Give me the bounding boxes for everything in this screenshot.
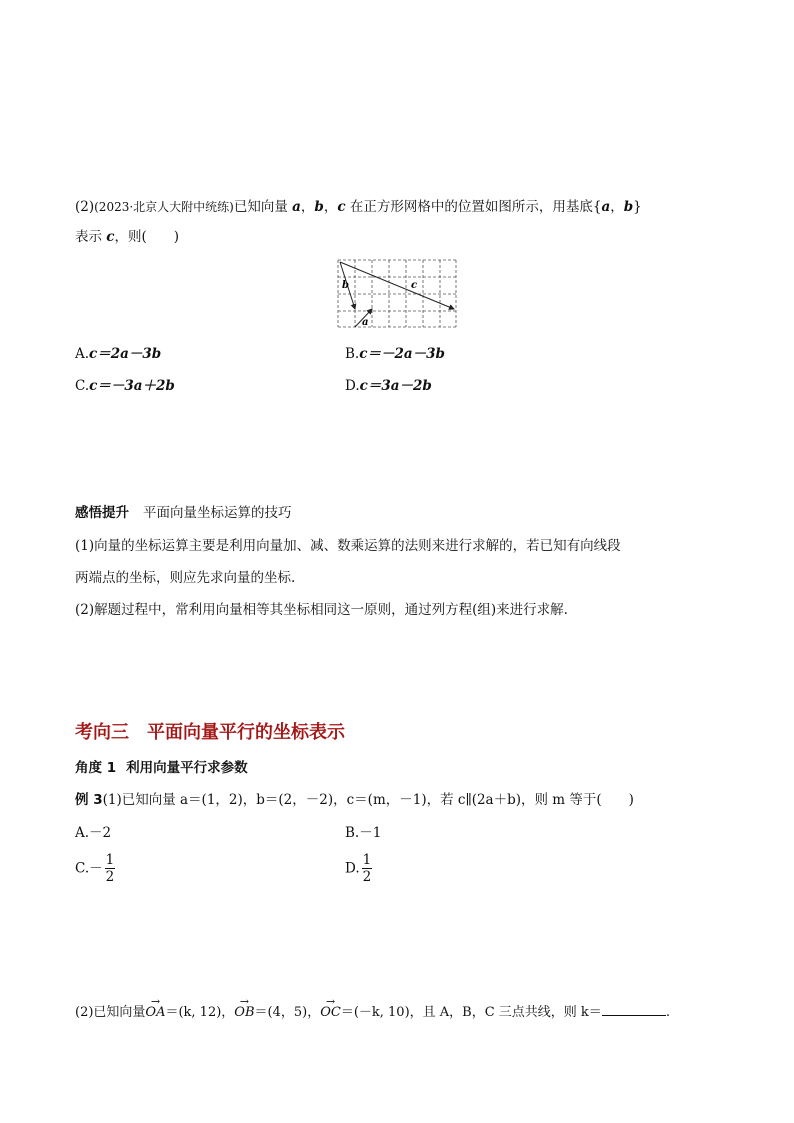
- denominator: 2: [105, 869, 115, 885]
- option-label: A.: [75, 346, 90, 362]
- vector-oc: → OC: [320, 1004, 341, 1022]
- grid-vector-figure: [337, 259, 459, 331]
- sep: ，: [323, 199, 338, 215]
- option-label: D.: [345, 378, 360, 394]
- label-c: c: [411, 280, 418, 291]
- numerator: 1: [105, 852, 115, 868]
- vector-ob: → OB: [234, 1004, 254, 1022]
- brace: }: [633, 199, 642, 215]
- ex3-q2-line: [75, 1001, 670, 1022]
- q2-stem-mid: 在正方形网格中的位置如图所示，用基底{: [345, 199, 602, 215]
- ob-value: ＝(4，5)，: [254, 1005, 321, 1020]
- basis-a: a: [601, 199, 611, 215]
- sep: ，: [300, 199, 315, 215]
- q2-line2-pre: 表示: [75, 229, 107, 245]
- oa-value: ＝(k, 12)，: [165, 1005, 235, 1020]
- q2-option-b[interactable]: [345, 345, 445, 363]
- option-text: c＝－3a＋2b: [89, 378, 175, 394]
- vector-c-arrow: [340, 262, 454, 309]
- basis-b: b: [623, 199, 634, 215]
- answer-blank[interactable]: [602, 1001, 666, 1016]
- summary-p2: (2)解题过程中，常利用向量相等其坐标相同这一原则，通过列方程(组)来进行求解.: [75, 602, 568, 618]
- option-label: D.: [345, 860, 360, 877]
- label-b: b: [342, 280, 349, 291]
- angle-title: 利用向量平行求参数: [126, 760, 248, 776]
- vector-c: c: [106, 229, 115, 245]
- q2-stem-pre: 已知向量: [233, 199, 293, 215]
- q2-source: (2023·北京人大附中统练): [94, 200, 234, 214]
- option-text: c＝－2a－3b: [359, 346, 445, 362]
- vector-a: a: [292, 199, 301, 215]
- q2-label: (2): [75, 199, 95, 215]
- q2-stem-line1: [75, 198, 642, 216]
- option-text: c＝3a－2b: [359, 378, 432, 394]
- end-period: .: [665, 1005, 670, 1020]
- option-text: c＝2a－3b: [89, 346, 162, 362]
- summary-title: 平面向量坐标运算的技巧: [143, 505, 292, 521]
- q2-stem-line2: [75, 228, 179, 246]
- ex3-option-d[interactable]: [345, 852, 372, 885]
- oc-value: ＝(－k, 10)，且 A，B，C 三点共线，则 k＝: [340, 1005, 602, 1020]
- ex3-option-c[interactable]: [75, 852, 115, 885]
- ex3-option-b[interactable]: [345, 824, 381, 842]
- vector-c: c: [337, 199, 346, 215]
- summary-heading: 感悟提升: [75, 505, 129, 521]
- option-sign: －: [89, 860, 103, 877]
- option-label: B.: [345, 825, 360, 841]
- option-label: A.: [75, 825, 90, 841]
- fraction: [105, 852, 116, 885]
- q2-option-a[interactable]: [75, 345, 161, 363]
- summary-heading-line: [75, 504, 292, 522]
- option-label: B.: [345, 346, 360, 362]
- option-label: C.: [75, 378, 90, 394]
- section-title: 考向三 平面向量平行的坐标表示: [75, 722, 345, 743]
- denominator: 2: [362, 869, 372, 885]
- angle-label: 角度 1: [75, 760, 117, 776]
- summary-p1-line2: 两端点的坐标，则应先求向量的坐标.: [75, 570, 296, 586]
- ex3-option-a[interactable]: [75, 824, 111, 842]
- grid-lines: [338, 260, 456, 327]
- option-text: －2: [89, 825, 112, 841]
- option-text: －1: [359, 825, 382, 841]
- ex3-label: 例 3: [75, 792, 103, 808]
- label-a: a: [362, 317, 369, 328]
- summary-p1-line1: (1)向量的坐标运算主要是利用向量加、减、数乘运算的法则来进行求解的，若已知有向线段: [75, 538, 621, 554]
- numerator: 1: [362, 852, 372, 868]
- ex3-q1-text: (1)已知向量 a＝(1，2)，b＝(2，－2)，c＝(m，－1)，若 c∥(2a＋b)，则 m 等于( ): [102, 792, 634, 808]
- sep: ，: [610, 199, 624, 215]
- vector-b: b: [314, 199, 324, 215]
- q2-pre: (2)已知向量: [75, 1005, 146, 1020]
- ex3-q1-line: [75, 791, 634, 809]
- option-label: C.: [75, 860, 90, 877]
- q2-option-c[interactable]: [75, 377, 175, 395]
- vector-oa: → OA: [145, 1004, 165, 1022]
- q2-option-d[interactable]: [345, 377, 432, 395]
- fraction: [362, 852, 373, 885]
- angle-heading: [75, 759, 248, 777]
- q2-line2-post: ，则( ): [114, 229, 180, 245]
